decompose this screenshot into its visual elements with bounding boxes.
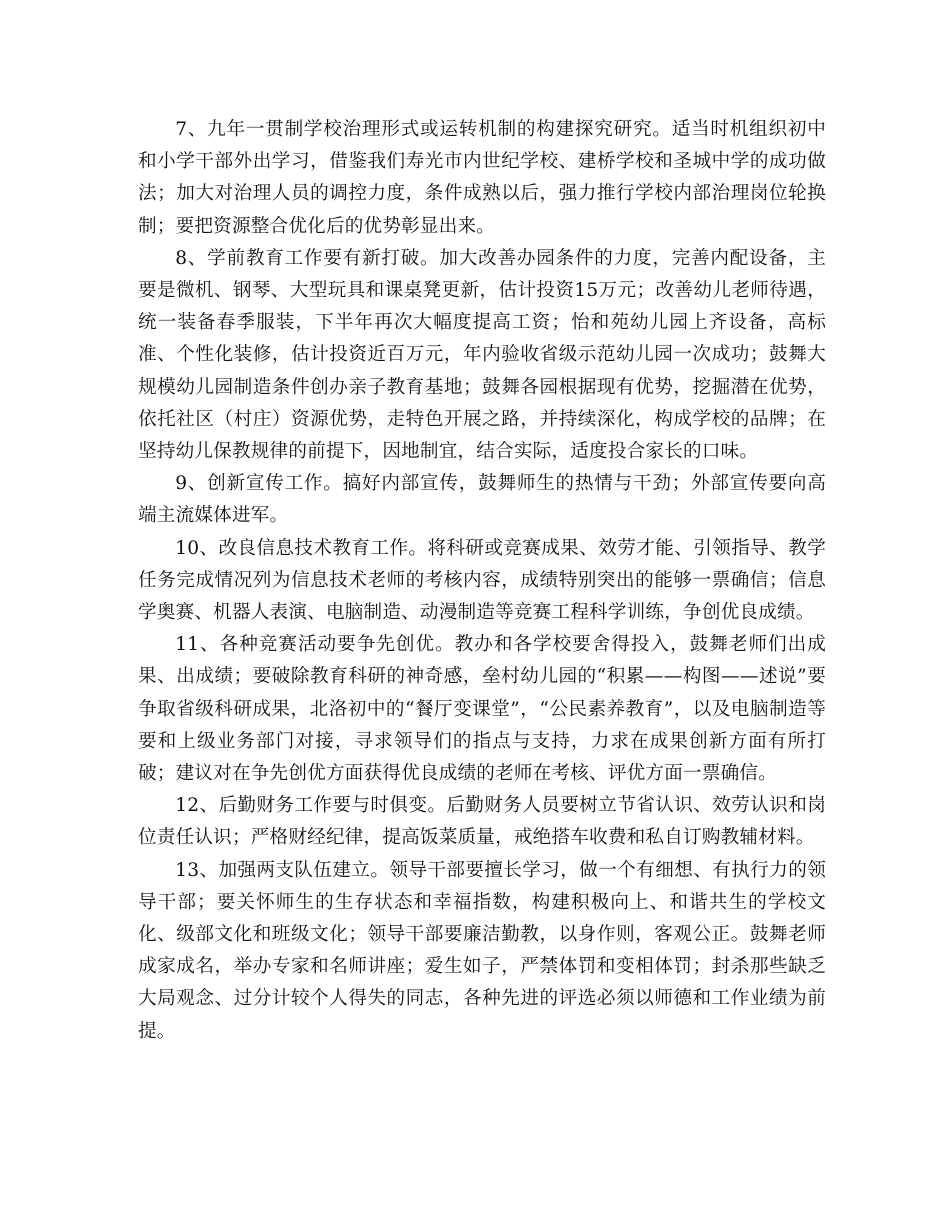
paragraph-7: 7、九年一贯制学校治理形式或运转机制的构建探究研究。适当时机组织初中和小学干部外出学习，借鉴我们寿光市内世纪学校、建桥学校和圣城中学的成功做法；加大对治理人员的调控力度，条件成熟以后，强力推行学校内部治理岗位轮换制；要把资源整合优化后的优势彰显出来。 bbox=[138, 119, 826, 237]
document-body bbox=[138, 114, 826, 1048]
paragraph-13: 13、加强两支队伍建立。领导干部要擅长学习，做一个有细想、有执行力的领导干部；要关怀师生的生存状态和幸福指数，构建积极向上、和谐共生的学校文化、级部文化和班级文化；领导干部要廉洁勤教，以身作则，客观公正。鼓舞老师成家成名，举办专家和名师讲座；爱生如子，严禁体罚和变相体罚；封杀那些缺乏大局观念、过分计较个人得失的同志，各种先进的评选必须以师德和工作业绩为前提。 bbox=[138, 859, 826, 1042]
paragraph-11: 11、各种竞赛活动要争先创优。教办和各学校要舍得投入，鼓舞老师们出成果、出成绩；要破除教育科研的神奇感，垒村幼儿园的“积累——构图——述说”要争取省级科研成果，北洛初中的“餐厅变课堂”，“公民素养教育”，以及电脑制造等要和上级业务部门对接，寻求领导们的指点与支持，力求在成果创新方面有所打破；建议对在争先创优方面获得优良成绩的老师在考核、评优方面一票确信。 bbox=[138, 634, 826, 785]
paragraph-12: 12、后勤财务工作要与时俱变。后勤财务人员要树立节省认识、效劳认识和岗位责任认识；严格财经纪律，提高饭菜质量，戒绝搭车收费和私自订购教辅材料。 bbox=[138, 795, 826, 849]
paragraph-8: 8、学前教育工作要有新打破。加大改善办园条件的力度，完善内配设备，主要是微机、钢琴、大型玩具和课桌凳更新，估计投资15万元；改善幼儿老师待遇，统一装备春季服装，下半年再次大幅度提高工资；怡和苑幼儿园上齐设备，高标准、个性化装修，估计投资近百万元，年内验收省级示范幼儿园一次成功；鼓舞大规模幼儿园制造条件创办亲子教育基地；鼓舞各园根据现有优势，挖掘潜在优势，依托社区（村庄）资源优势，走特色开展之路，并持续深化，构成学校的品牌；在坚持幼儿保教规律的前提下，因地制宜，结合实际，适度投合家长的口味。 bbox=[138, 247, 826, 463]
paragraph-9: 9、创新宣传工作。搞好内部宣传，鼓舞师生的热情与干劲；外部宣传要向高端主流媒体进军。 bbox=[138, 473, 826, 527]
paragraph-10: 10、改良信息技术教育工作。将科研或竞赛成果、效劳才能、引领指导、教学任务完成情况列为信息技术老师的考核内容，成绩特别突出的能够一票确信；信息学奥赛、机器人表演、电脑制造、动漫制造等竞赛工程科学训练，争创优良成绩。 bbox=[138, 537, 826, 624]
